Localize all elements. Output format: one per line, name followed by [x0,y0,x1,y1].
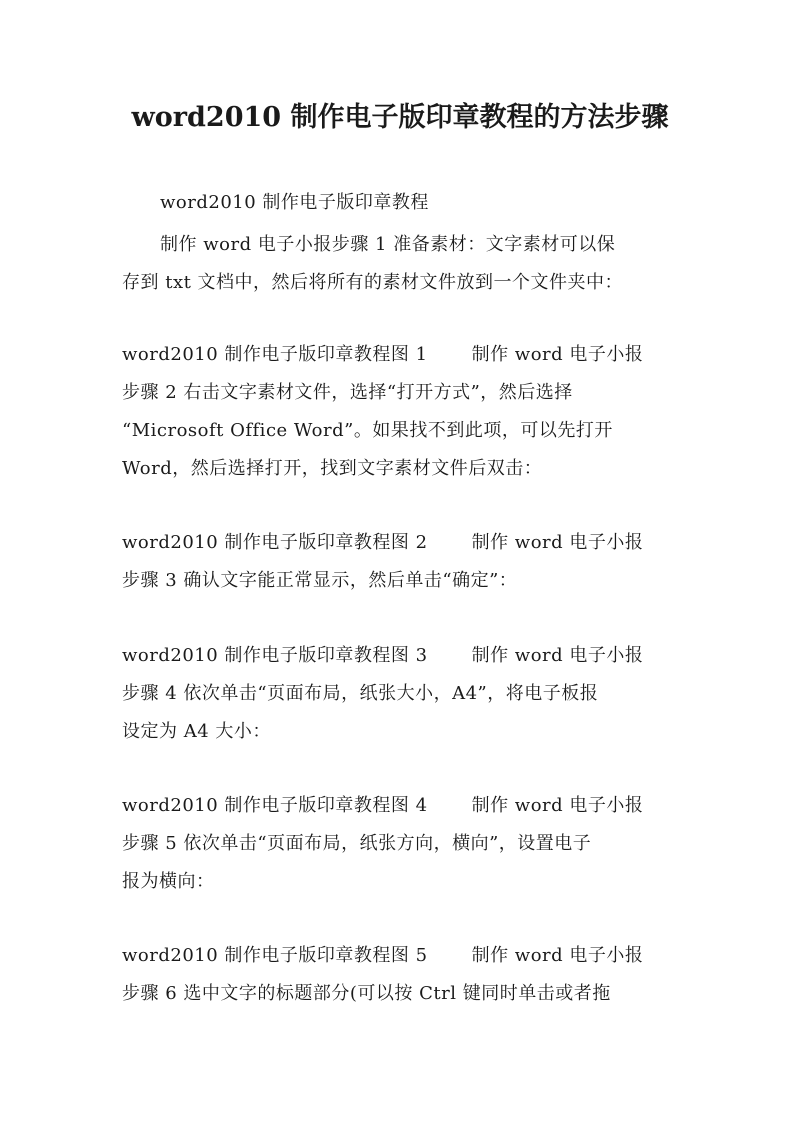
figure-caption-line [122,643,682,669]
figure-caption-line [122,943,682,969]
step-lead: 制作 word 电子小报 [471,344,644,365]
figure-caption: word2010 制作电子版印章教程图 2 [122,532,428,553]
paragraph-line: 存到 txt 文档中，然后将所有的素材文件放到一个文件夹中： [122,272,624,293]
paragraph-line: “Microsoft Office Word”。如果找不到此项，可以先打开 [122,420,613,441]
figure-caption-line [122,342,682,368]
figure-caption: word2010 制作电子版印章教程图 3 [122,645,428,666]
paragraph-line: 制作 word 电子小报步骤 1 准备素材：文字素材可以保 [160,234,616,255]
document-subtitle: word2010 制作电子版印章教程 [160,192,429,213]
document-title: word2010 制作电子版印章教程的方法步骤 [131,102,669,133]
paragraph-line: 步骤 4 依次单击“页面布局，纸张大小，A4”，将电子板报 [122,683,599,704]
paragraph-line: 报为横向： [122,871,215,892]
paragraph-line: Word，然后选择打开，找到文字素材文件后双击： [122,458,543,479]
paragraph-line: 步骤 2 右击文字素材文件，选择“打开方式”，然后选择 [122,382,573,403]
figure-caption: word2010 制作电子版印章教程图 4 [122,795,428,816]
step-lead: 制作 word 电子小报 [471,532,644,553]
step-lead: 制作 word 电子小报 [471,945,644,966]
paragraph-line: 步骤 6 选中文字的标题部分(可以按 Ctrl 键同时单击或者拖 [122,983,611,1004]
figure-caption-line [122,793,682,819]
figure-caption: word2010 制作电子版印章教程图 1 [122,344,428,365]
figure-caption: word2010 制作电子版印章教程图 5 [122,945,428,966]
figure-caption-line [122,530,682,556]
paragraph-line: 设定为 A4 大小： [122,721,271,742]
step-lead: 制作 word 电子小报 [471,645,644,666]
paragraph-line: 步骤 5 依次单击“页面布局，纸张方向，横向”，设置电子 [122,833,592,854]
step-lead: 制作 word 电子小报 [471,795,644,816]
paragraph-line: 步骤 3 确认文字能正常显示，然后单击“确定”： [122,570,518,591]
